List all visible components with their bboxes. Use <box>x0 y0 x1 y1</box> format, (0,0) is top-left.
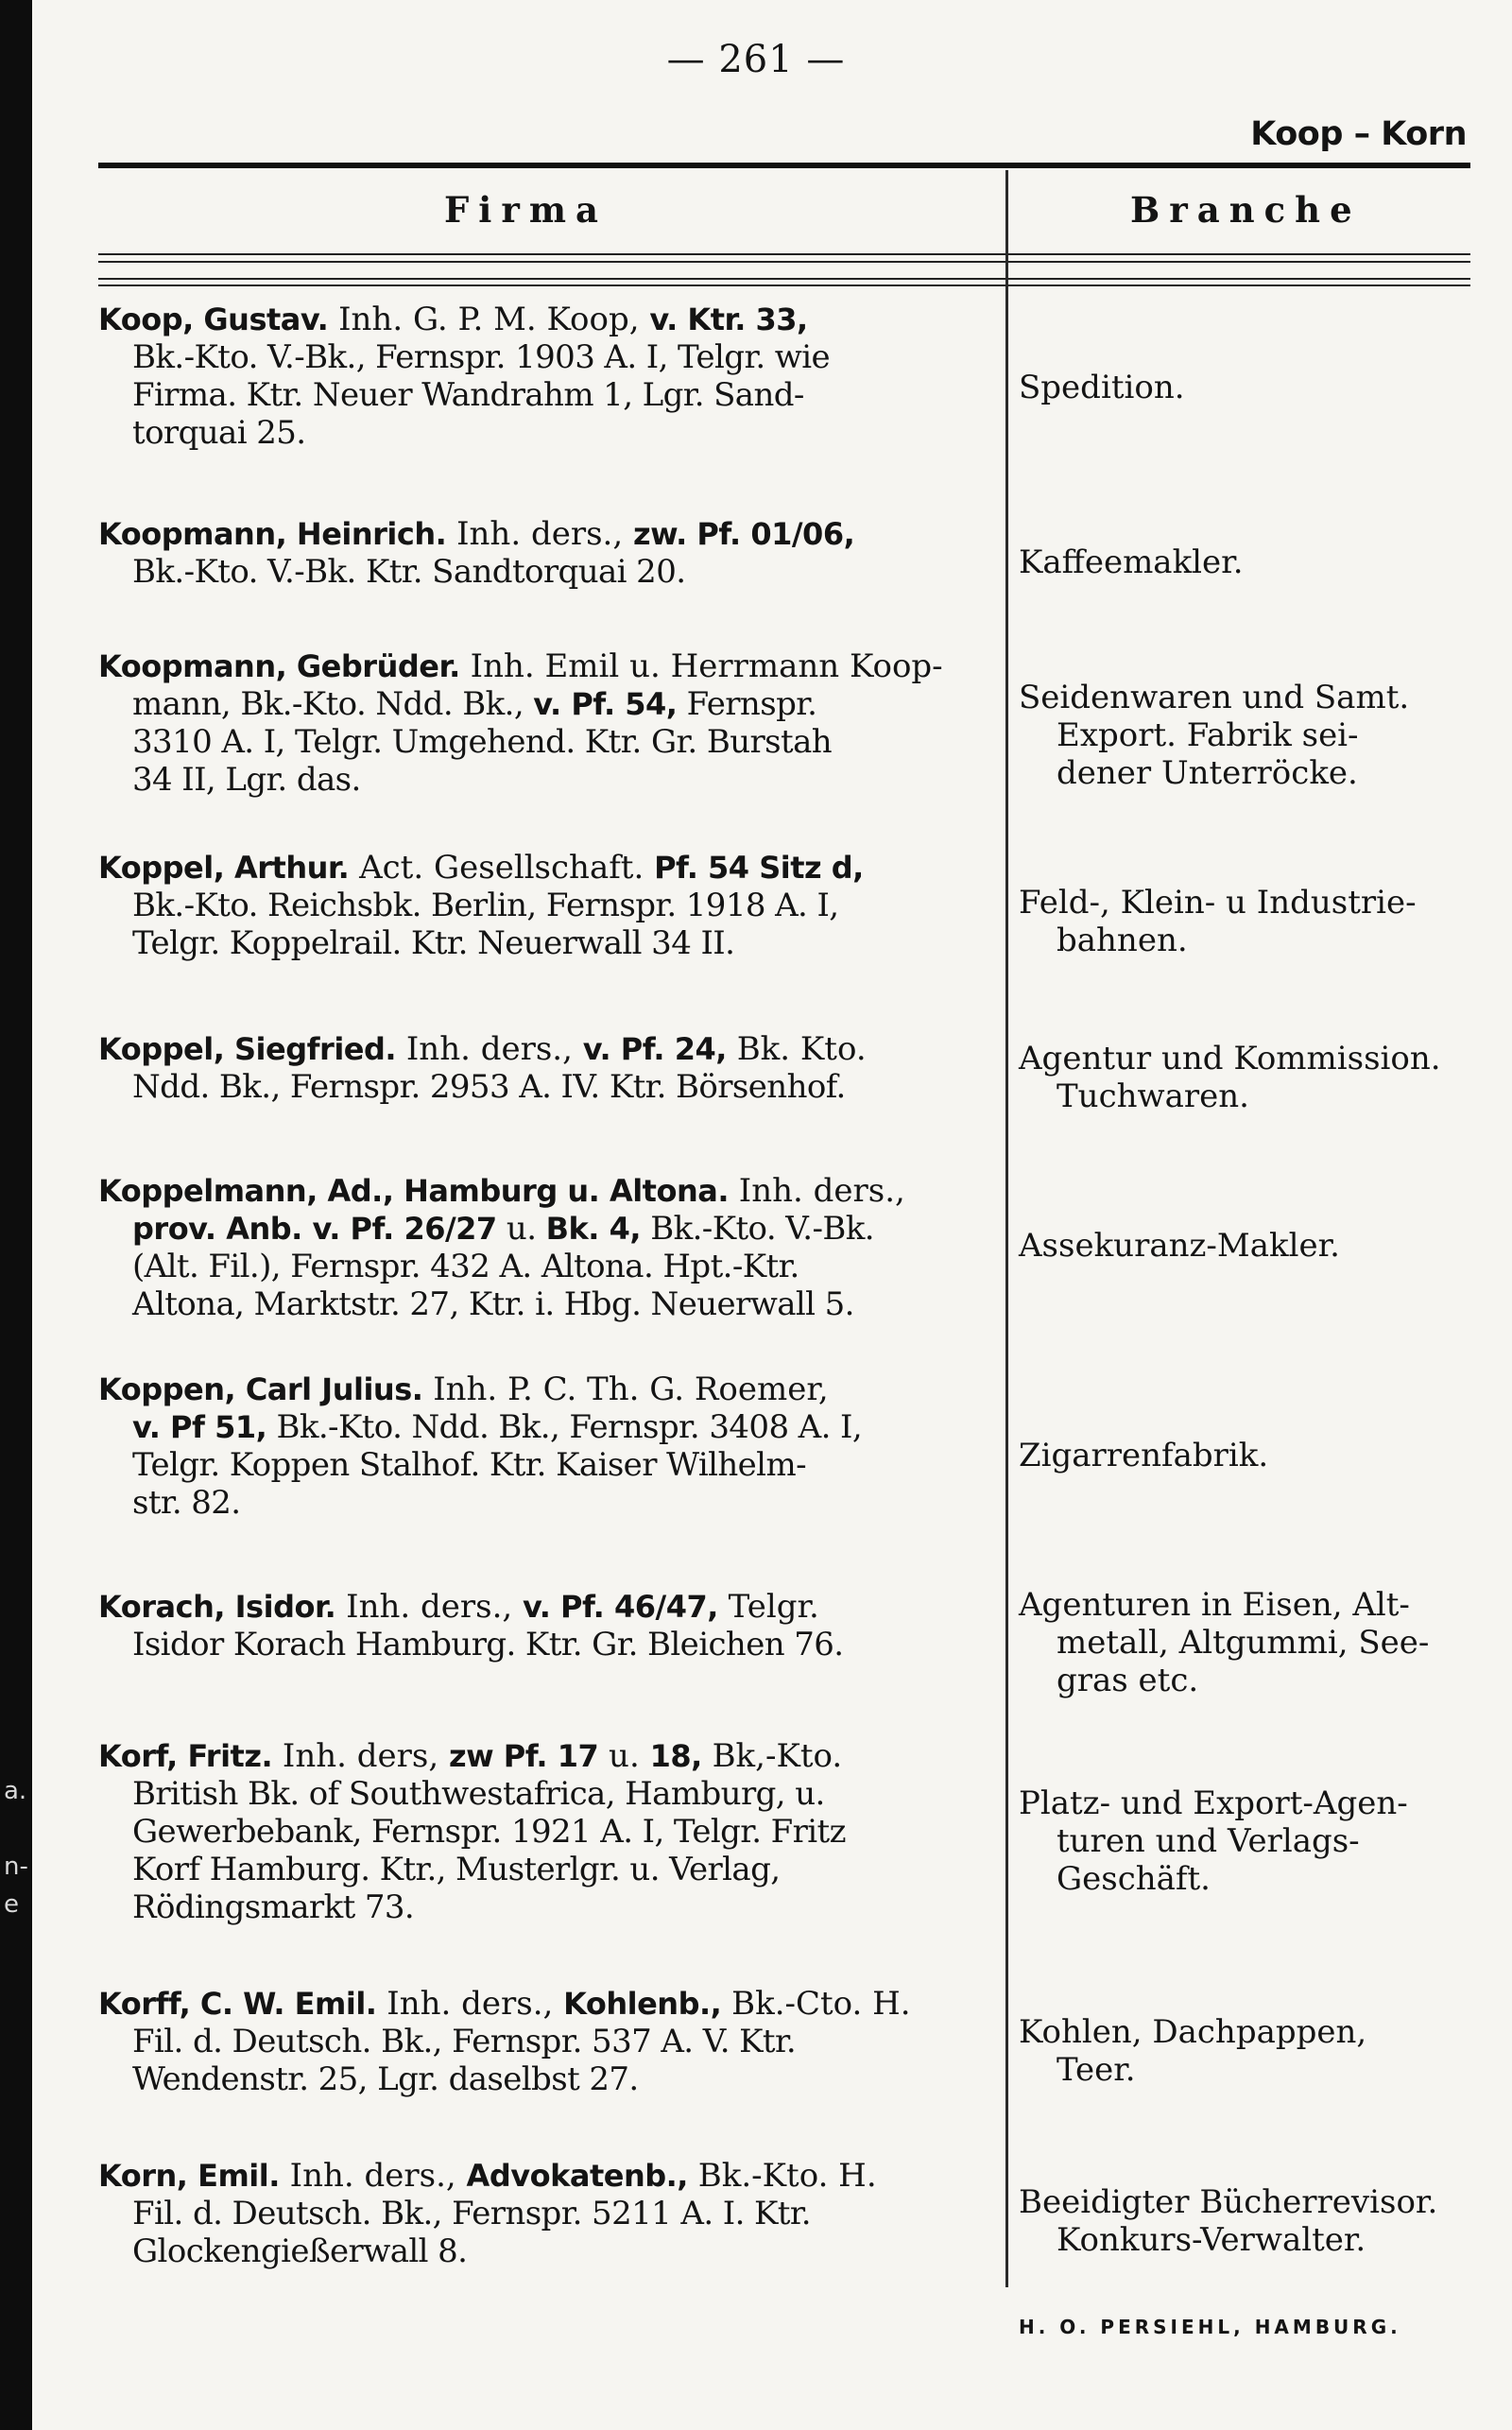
entry-text: Rödingsmarkt 73. <box>132 1888 415 1926</box>
bold-text: Advokatenb., <box>466 2158 688 2194</box>
entry-line <box>98 849 996 887</box>
firma-entry <box>98 1737 996 1926</box>
branche-line: Platz- und Export-Agen- <box>1019 1784 1408 1822</box>
branche-entry <box>1019 2013 1472 2089</box>
branche-entry <box>1019 884 1472 959</box>
entry-text: Inh. ders., <box>728 1172 905 1210</box>
bold-text: 18, <box>649 1738 702 1774</box>
branche-line: Agenturen in Eisen, Alt- <box>1019 1586 1410 1624</box>
entry-line <box>98 1285 996 1323</box>
entry-line <box>98 338 996 376</box>
entry-line <box>98 553 996 591</box>
entry-text: Bk.-Cto. H. <box>721 1985 911 2023</box>
entry-text: Telgr. Koppen Stalhof. Ktr. Kaiser Wilhelm- <box>132 1446 806 1484</box>
branche-entry <box>1019 1227 1472 1265</box>
column-header-firma: Firma <box>444 189 608 231</box>
firm-name: Koppel, Siegfried. <box>98 1031 397 1067</box>
branche-line: metall, Altgummi, See- <box>1057 1624 1430 1662</box>
branche-line: Zigarrenfabrik. <box>1019 1437 1269 1474</box>
printer-imprint: H. O. PERSIEHL, HAMBURG. <box>1019 2316 1401 2338</box>
entry-text: Act. Gesellschaft. <box>349 849 655 887</box>
branche-line: Geschäft. <box>1057 1860 1211 1898</box>
firma-entry <box>98 647 996 799</box>
header-rule <box>98 284 1470 286</box>
firm-name: Koop, Gustav. <box>98 302 329 337</box>
entry-line <box>98 1370 996 1408</box>
entry-line <box>98 2060 996 2098</box>
entry-line <box>98 1030 996 1068</box>
entry-text: Bk. Kto. <box>726 1030 867 1068</box>
firma-entry <box>98 1030 996 1106</box>
branche-entry <box>1019 1784 1472 1898</box>
branche-line: Export. Fabrik sei- <box>1057 716 1359 754</box>
entry-text: Bk.-Kto. V.-Bk., Fernspr. 1903 A. I, Telgr. wie <box>132 338 831 376</box>
entry-text: Gewerbebank, Fernspr. 1921 A. I, Telgr. Fritz <box>132 1813 846 1851</box>
entry-text: Inh. ders., <box>376 1985 564 2023</box>
entry-text: 34 II, Lgr. das. <box>132 761 361 799</box>
entry-text: Telgr. Koppelrail. Ktr. Neuerwall 34 II. <box>132 924 735 962</box>
entry-text: Glockengießerwall 8. <box>132 2232 468 2270</box>
branche-line: Kohlen, Dachpappen, <box>1019 2013 1367 2051</box>
branche-entry <box>1019 369 1472 406</box>
firma-entry <box>98 849 996 962</box>
bold-text: Kohlenb., <box>563 1986 722 2022</box>
entry-line <box>98 1775 996 1813</box>
bold-text: Pf. 54 Sitz d, <box>654 850 864 886</box>
branche-line: Spedition. <box>1019 369 1185 406</box>
entry-text: Bk.-Kto. V.-Bk. <box>641 1210 874 1248</box>
entry-line <box>98 1888 996 1926</box>
branche-line: Beeidigter Bücherrevisor. <box>1019 2183 1438 2221</box>
entry-text: u. <box>496 1210 546 1248</box>
entry-text: Isidor Korach Hamburg. Ktr. Gr. Bleichen 76. <box>132 1626 844 1663</box>
entry-text: torquai 25. <box>132 414 306 452</box>
bold-text: v. Pf 51, <box>132 1409 267 1445</box>
entry-text: Inh. ders., <box>335 1588 523 1626</box>
entry-text: mann, Bk.-Kto. Ndd. Bk., <box>132 685 534 723</box>
branche-line: Tuchwaren. <box>1057 1077 1249 1115</box>
entry-text: Inh. G. P. M. Koop, <box>328 301 650 338</box>
entry-text: 3310 A. I, Telgr. Umgehend. Ktr. Gr. Burstah <box>132 723 833 761</box>
branche-line: Assekuranz-Makler. <box>1019 1227 1340 1265</box>
branche-entry <box>1019 1437 1472 1474</box>
branche-line: dener Unterröcke. <box>1057 754 1358 792</box>
entry-text: Inh. Emil u. Herrmann Koop- <box>459 647 943 685</box>
entry-text: Korf Hamburg. Ktr., Musterlgr. u. Verlag, <box>132 1851 781 1888</box>
firm-name: Koppen, Carl Julius. <box>98 1371 423 1407</box>
firm-name: Koopmann, Heinrich. <box>98 516 447 552</box>
firma-entry <box>98 1588 996 1663</box>
bold-text: v. Pf. 24, <box>582 1031 727 1067</box>
branche-line: turen und Verlags- <box>1057 1822 1360 1860</box>
branche-line: Agentur und Kommission. <box>1019 1040 1441 1077</box>
entry-line <box>98 1588 996 1626</box>
entry-line <box>98 647 996 685</box>
firm-name: Koppelmann, Ad., Hamburg u. Altona. <box>98 1173 729 1209</box>
header-rule <box>98 261 1470 263</box>
gutter-mark: a. <box>4 1777 27 1805</box>
branche-line: Seidenwaren und Samt. <box>1019 679 1410 716</box>
entry-line <box>98 685 996 723</box>
gutter-mark: n- <box>4 1853 28 1881</box>
entry-line <box>98 887 996 924</box>
branche-entry <box>1019 1586 1472 1699</box>
branche-entry <box>1019 679 1472 792</box>
entry-text: Firma. Ktr. Neuer Wandrahm 1, Lgr. Sand- <box>132 376 804 414</box>
branche-entry <box>1019 2183 1472 2259</box>
entry-text: British Bk. of Southwestafrica, Hamburg, u. <box>132 1775 825 1813</box>
branche-line: Feld-, Klein- u Industrie- <box>1019 884 1417 922</box>
entry-line <box>98 1210 996 1248</box>
firma-entry <box>98 1985 996 2098</box>
entry-line <box>98 414 996 452</box>
branche-entry <box>1019 1040 1472 1115</box>
entry-text: Telgr. <box>717 1588 819 1626</box>
firm-name: Koppel, Arthur. <box>98 850 350 886</box>
entry-text: Bk.-Kto. H. <box>687 2157 877 2195</box>
firm-name: Korach, Isidor. <box>98 1589 336 1625</box>
entry-line <box>98 301 996 338</box>
entry-line <box>98 1813 996 1851</box>
entry-line <box>98 924 996 962</box>
entry-text: Inh. ders., <box>446 515 633 553</box>
firm-name: Koopmann, Gebrüder. <box>98 648 460 684</box>
bold-text: zw Pf. 17 <box>448 1738 599 1774</box>
bold-text: Bk. 4, <box>545 1211 641 1247</box>
entry-line <box>98 2195 996 2232</box>
entry-line <box>98 1484 996 1522</box>
column-header-branche: Branche <box>1130 189 1362 231</box>
entry-line <box>98 1985 996 2023</box>
bold-text: v. Pf. 46/47, <box>523 1589 718 1625</box>
firma-entry <box>98 1172 996 1323</box>
branche-line: Kaffeemakler. <box>1019 543 1244 581</box>
entry-text: Inh. ders., <box>279 2157 467 2195</box>
entry-text: Fil. d. Deutsch. Bk., Fernspr. 5211 A. I. Ktr. <box>132 2195 811 2232</box>
firm-name: Korn, Emil. <box>98 2158 280 2194</box>
bold-text: v. Pf. 54, <box>533 686 678 722</box>
entry-line <box>98 376 996 414</box>
header-rule <box>98 163 1470 168</box>
page-number: — 261 — <box>666 38 846 81</box>
header-rule <box>98 278 1470 280</box>
entry-text: Fil. d. Deutsch. Bk., Fernspr. 537 A. V. Ktr. <box>132 2023 797 2060</box>
entry-line <box>98 1626 996 1663</box>
entry-text: Altona, Marktstr. 27, Ktr. i. Hbg. Neuerwall 5. <box>132 1285 854 1323</box>
running-head: Koop – Korn <box>1250 115 1467 153</box>
entry-text: Bk.-Kto. V.-Bk. Ktr. Sandtorquai 20. <box>132 553 686 591</box>
firm-name: Korff, C. W. Emil. <box>98 1986 377 2022</box>
entry-line <box>98 1737 996 1775</box>
bold-text: prov. Anb. v. Pf. 26/27 <box>132 1211 497 1247</box>
entry-text: Inh. ders., <box>396 1030 583 1068</box>
entry-text: Inh. P. C. Th. G. Roemer, <box>422 1370 829 1408</box>
entry-line <box>98 723 996 761</box>
entry-line <box>98 2157 996 2195</box>
branche-line: bahnen. <box>1057 922 1188 959</box>
entry-text: Wendenstr. 25, Lgr. daselbst 27. <box>132 2060 639 2098</box>
header-rule <box>98 253 1470 255</box>
firm-name: Korf, Fritz. <box>98 1738 273 1774</box>
branche-line: gras etc. <box>1057 1662 1199 1699</box>
entry-line <box>98 2232 996 2270</box>
entry-text: Bk,-Kto. <box>701 1737 843 1775</box>
entry-line <box>98 1408 996 1446</box>
firma-entry <box>98 1370 996 1522</box>
bold-text: v. Ktr. 33, <box>649 302 808 337</box>
entry-text: Ndd. Bk., Fernspr. 2953 A. IV. Ktr. Börsenhof. <box>132 1068 846 1106</box>
branche-entry <box>1019 543 1472 581</box>
entry-line <box>98 1248 996 1285</box>
entry-text: str. 82. <box>132 1484 241 1522</box>
entry-line <box>98 1446 996 1484</box>
bold-text: zw. Pf. 01/06, <box>632 516 855 552</box>
entry-line <box>98 761 996 799</box>
firma-entry <box>98 301 996 452</box>
column-divider <box>1005 170 1008 2287</box>
gutter-mark: e <box>4 1890 19 1919</box>
entry-line <box>98 1172 996 1210</box>
entry-text: u. <box>598 1737 650 1775</box>
entry-text: Bk.-Kto. Reichsbk. Berlin, Fernspr. 1918 A. I, <box>132 887 839 924</box>
entry-line <box>98 2023 996 2060</box>
entry-text: (Alt. Fil.), Fernspr. 432 A. Altona. Hpt.-Ktr. <box>132 1248 799 1285</box>
firma-entry <box>98 515 996 591</box>
gutter-marks <box>0 0 32 2430</box>
entry-line <box>98 515 996 553</box>
branche-line: Konkurs-Verwalter. <box>1057 2221 1366 2259</box>
entry-text: Bk.-Kto. Ndd. Bk., Fernspr. 3408 A. I, <box>266 1408 863 1446</box>
firma-entry <box>98 2157 996 2270</box>
entry-line <box>98 1851 996 1888</box>
branche-line: Teer. <box>1057 2051 1136 2089</box>
entry-text: Fernspr. <box>677 685 817 723</box>
entry-text: Inh. ders, <box>272 1737 449 1775</box>
entry-line <box>98 1068 996 1106</box>
